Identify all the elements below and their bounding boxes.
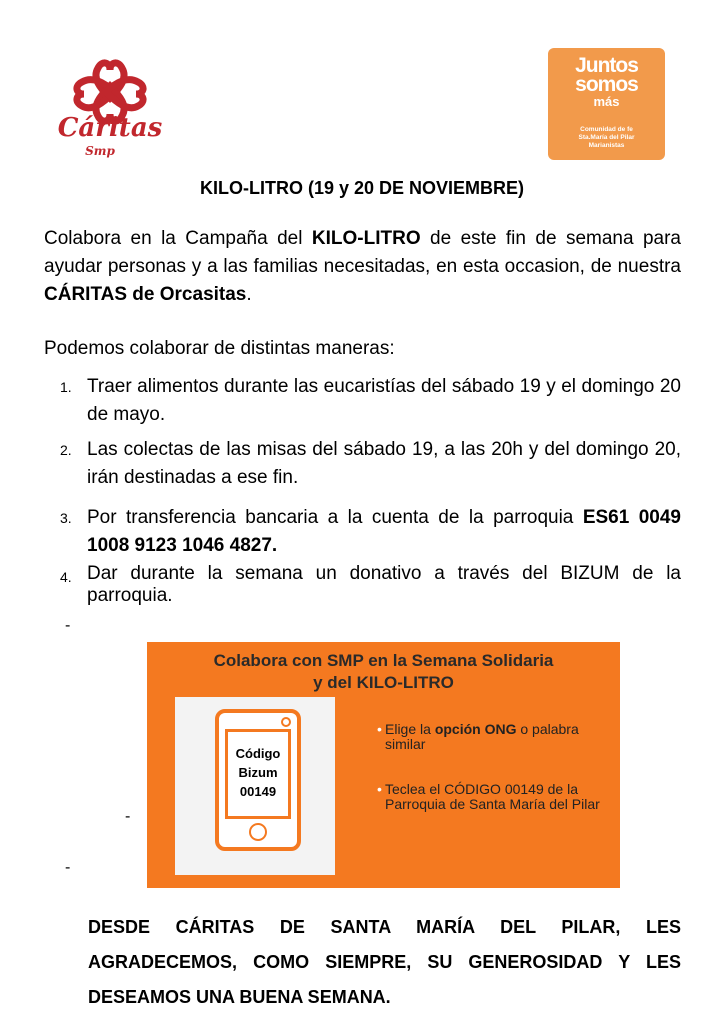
list-item-text <box>87 504 681 560</box>
intro-bold-1: KILO-LITRO <box>311 228 421 249</box>
caritas-logo-text: Cáritas <box>57 113 163 143</box>
page-title: KILO-LITRO (19 y 20 DE NOVIEMBRE) <box>199 178 525 198</box>
juntos-logo-sub1: Comunidad de fe <box>580 126 633 133</box>
intro-bold-2: CÁRITAS de Orcasitas <box>44 284 247 305</box>
ways-intro: Podemos colaborar de distintas maneras: <box>44 338 395 359</box>
bank-text: Por transferencia bancaria a la cuenta de la parroquia <box>87 507 583 528</box>
phone-code-line1: Código <box>235 746 281 761</box>
list-item-number: 1. <box>60 379 72 395</box>
list-item-text: Traer alimentos durante las eucaristías del sábado 19 y el domingo 20 de mayo. <box>87 376 681 425</box>
phone-home-button-icon <box>249 823 267 841</box>
bullet1-post: o palabra similar <box>385 721 579 752</box>
juntos-logo-sub2: Sta.María del Pilar <box>578 134 635 141</box>
juntos-logo-line2: somos <box>575 73 638 96</box>
juntos-logo-line3: más <box>593 94 620 109</box>
bullet1-bold: opción ONG <box>434 721 517 737</box>
bank-account-number: ES61 0049 1008 9123 1046 4827. <box>87 507 681 556</box>
list-item-number: 4. <box>60 569 72 585</box>
intro-text-3: . <box>246 284 252 305</box>
bullet-dot: • <box>377 781 382 797</box>
juntos-logo-sub3: Marianistas <box>588 142 625 149</box>
intro-text-1: Colabora en la Campaña del <box>44 228 312 249</box>
bullet1-pre: Elige la <box>385 721 435 737</box>
intro-paragraph <box>44 225 681 309</box>
phone-illustration <box>175 697 335 875</box>
juntos-somos-mas-logo <box>548 48 665 160</box>
bullet2-text: Teclea el CÓDIGO 00149 de la Parroquia de Santa María del Pilar <box>385 781 600 812</box>
bizum-banner <box>147 642 620 888</box>
list-item-text: Las colectas de las misas del sábado 19, a las 20h y del domingo 20, irán destinadas a ese fin. <box>87 439 681 488</box>
closing-message: DESDE CÁRITAS DE SANTA MARÍA DEL PILAR, LES AGRADECEMOS, COMO SIEMPRE, SU GENEROSIDAD Y LES DESEAMOS UNA BUENA SEMANA. <box>88 917 681 1007</box>
dash-mark: - <box>65 617 71 634</box>
banner-title-line2: y del KILO-LITRO <box>313 673 454 692</box>
phone-camera-icon <box>281 717 291 727</box>
dash-mark: - <box>125 808 131 825</box>
smartphone-icon <box>215 709 301 851</box>
phone-screen <box>225 729 291 819</box>
dash-mark: - <box>65 859 71 876</box>
list-item-number: 2. <box>60 442 72 458</box>
list-item-text: Dar durante la semana un donativo a través del BIZUM de la parroquia. <box>87 563 681 606</box>
juntos-logo-line1: Juntos <box>575 54 638 77</box>
phone-code-line3: 00149 <box>239 784 277 799</box>
list-item-number: 3. <box>60 510 72 526</box>
caritas-logo-subtitle: Smp <box>85 144 115 158</box>
bullet-dot: • <box>377 721 382 737</box>
banner-title-line1: Colabora con SMP en la Semana Solidaria <box>213 651 554 670</box>
intro-text-2: de este fin de semana para ayudar personas y a las familias necesitadas, en esta occasion, de nuestra <box>44 228 681 277</box>
phone-code-line2: Bizum <box>238 765 278 780</box>
